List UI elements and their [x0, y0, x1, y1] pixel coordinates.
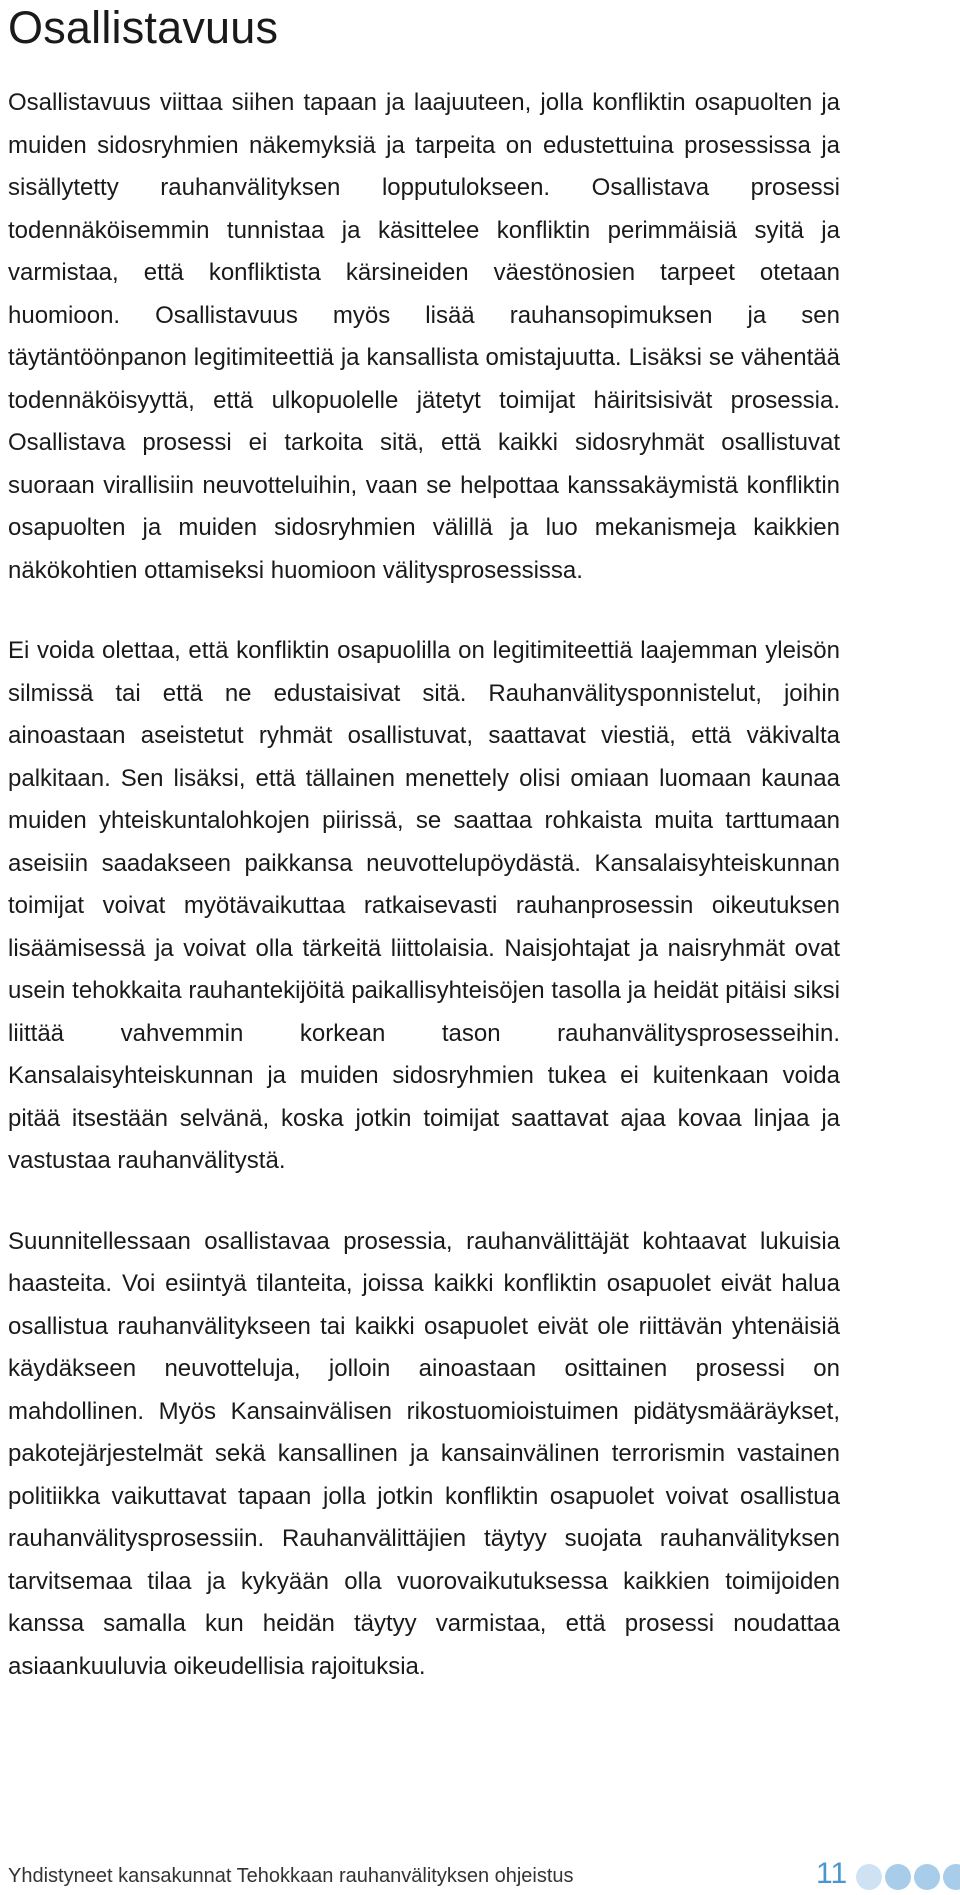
- page-number: 11: [816, 1857, 848, 1890]
- footer-dot-icon: [914, 1864, 940, 1890]
- footer-dots-decoration: [856, 1864, 960, 1890]
- footer-dot-icon: [943, 1864, 960, 1890]
- footer-publication-title: Yhdistyneet kansakunnat Tehokkaan rauhanvälityksen ohjeistus: [8, 1865, 574, 1887]
- paragraph-2: Ei voida olettaa, että konfliktin osapuolilla on legitimiteettiä laajemman yleisön silmissä tai että ne edustaisivat sitä. Rauhanvälitysponnistelut, joihin ainoastaan aseistetut ryhmät osallistuvat, saattavat viestiä, että väkivalta palkitaan. Sen lisäksi, että tällainen menettely olisi omiaan luomaan kaunaa muiden yhteiskuntalohkojen piirissä, se saattaa rohkaista muita tarttumaan aseisiin saadakseen paikkansa neuvottelupöydästä. Kansalaisyhteiskunnan toimijat voivat myötävaikuttaa ratkaisevasti rauhanprosessin oikeutuksen lisäämisessä ja voivat olla tärkeitä liittolaisia. Naisjohtajat ja naisryhmät ovat usein tehokkaita rauhantekijöitä paikallisyhteisöjen tasolla ja heidät pitäisi siksi liittää vahvemmin korkean tason rauhanvälitysprosesseihin. Kansalaisyhteiskunnan ja muiden sidosryhmien tukea ei kuitenkaan voida pitää itsestään selvänä, koska jotkin toimijat saattavat ajaa kovaa linjaa ja vastustaa rauhanvälitystä.: [8, 637, 840, 1174]
- page-footer: [8, 1857, 960, 1892]
- footer-dot-icon: [856, 1864, 882, 1890]
- body-text: [8, 82, 840, 1726]
- page-title: Osallistavuus: [8, 2, 279, 53]
- paragraph-1: Osallistavuus viittaa siihen tapaan ja laajuuteen, jolla konfliktin osapuolten ja muiden sidosryhmien näkemyksiä ja tarpeita on edustettuina prosessissa ja sisällytetty rauhanvälityksen lopputulokseen. Osallistava prosessi todennäköisemmin tunnistaa ja käsittelee konfliktin perimmäisiä syitä ja varmistaa, että konfliktista kärsineiden väestönosien tarpeet otetaan huomioon. Osallistavuus myös lisää rauhansopimuksen ja sen täytäntöönpanon legitimiteettiä ja kansallista omistajuutta. Lisäksi se vähentää todennäköisyyttä, että ulkopuolelle jätetyt toimijat häiritsisivät prosessia. Osallistava prosessi ei tarkoita sitä, että kaikki sidosryhmät osallistuvat suoraan virallisiin neuvotteluihin, vaan se helpottaa kanssakäymistä konfliktin osapuolten ja muiden sidosryhmien välillä ja luo mekanismeja kaikkien näkökohtien ottamiseksi huomioon välitysprosessissa.: [8, 89, 840, 584]
- footer-dot-icon: [885, 1864, 911, 1890]
- paragraph-3: Suunnitellessaan osallistavaa prosessia, rauhanvälittäjät kohtaavat lukuisia haasteita. Voi esiintyä tilanteita, joissa kaikki konfliktin osapuolet eivät halua osallistua rauhanvälitykseen tai kaikki osapuolet eivät ole riittävän yhtenäisiä käydäkseen neuvotteluja, jolloin ainoastaan osittainen prosessi on mahdollinen. Myös Kansainvälisen rikostuomioistuimen pidätysmääräykset, pakotejärjestelmät sekä kansallinen ja kansainvälinen terrorismin vastainen politiikka vaikuttavat tapaan jolla jotkin konfliktin osapuolet voivat osallistua rauhanvälitysprosessiin. Rauhanvälittäjien täytyy suojata rauhanvälityksen tarvitsemaa tilaa ja kykyään olla vuorovaikutuksessa kaikkien toimijoiden kanssa samalla kun heidän täytyy varmistaa, että prosessi noudattaa asiaankuuluvia oikeudellisia rajoituksia.: [8, 1227, 840, 1680]
